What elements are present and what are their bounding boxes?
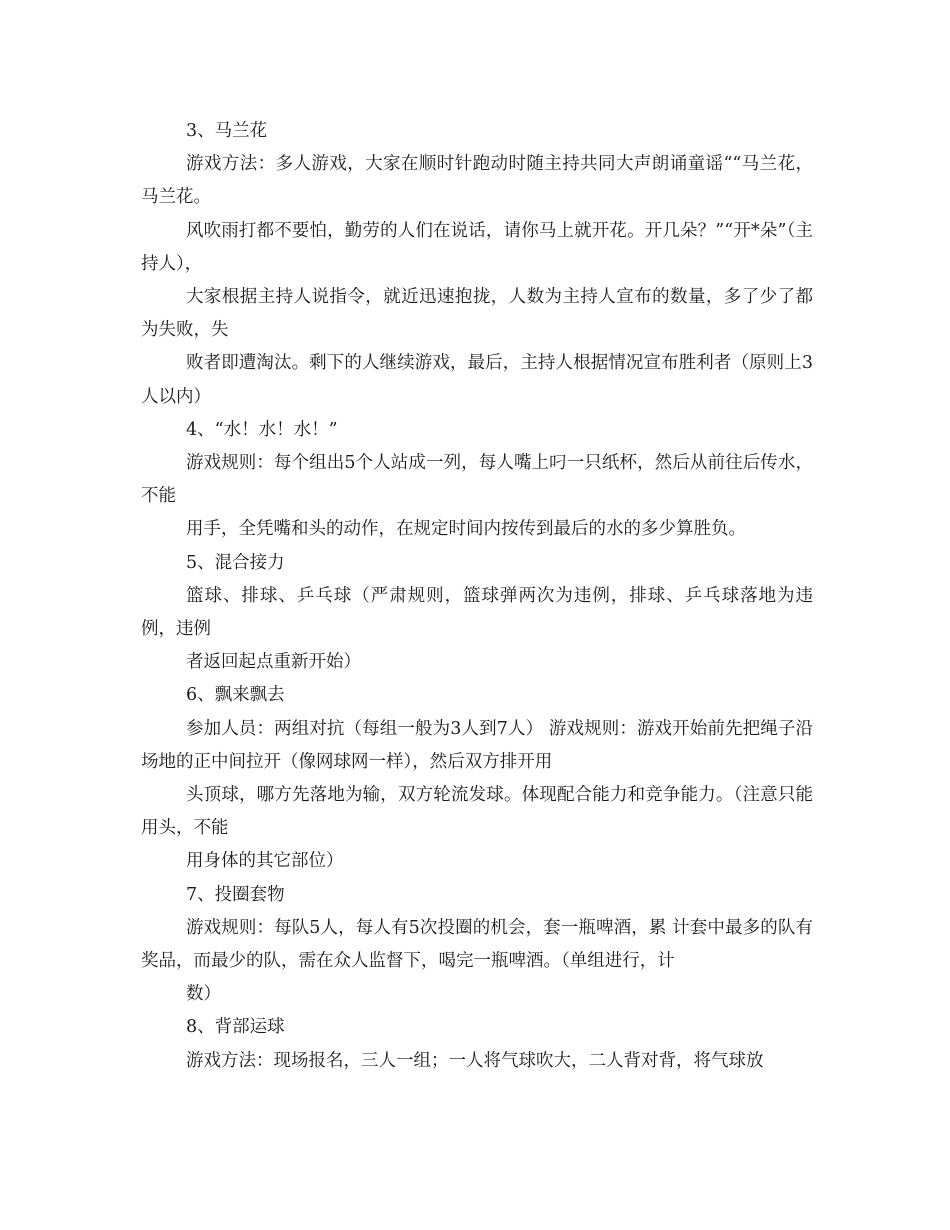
paragraph: 头顶球，哪方先落地为输，双方轮流发球。体现配合能力和竞争能力。（注意只能用头，不能 — [141, 785, 813, 839]
paragraph: 大家根据主持人说指令，就近迅速抱拢，人数为主持人宣布的数量，多了少了都为失败，失 — [141, 287, 813, 341]
paragraph: 用身体的其它部位） — [186, 851, 344, 872]
section-heading-5: 5、混合接力 — [186, 552, 285, 573]
paragraph: 篮球、排球、乒乓球（严肃规则，篮球弹两次为违例，排球、乒乓球落地为违例，违例 — [141, 585, 813, 640]
paragraph: 败者即遭淘汰。剩下的人继续游戏，最后，主持人根据情况宣布胜利者（原则上3人以内） — [141, 353, 813, 407]
section-heading-8: 8、背部运球 — [186, 1017, 285, 1038]
paragraph: 游戏方法：多人游戏，大家在顺时针跑动时随主持共同大声朗诵童谣““马兰花，马兰花。 — [141, 154, 813, 208]
section-heading-3: 3、马兰花 — [186, 121, 268, 141]
paragraph: 参加人员：两组对抗（每组一般为3人到7人） 游戏规则：游戏开始前先把绳子沿场地的正中间拉开（像网球网一样），然后双方排开用 — [141, 718, 813, 772]
paragraph: 游戏规则：每个组出5个人站成一列，每人嘴上叼一只纸杯，然后从前往后传水，不能 — [141, 453, 813, 507]
paragraph: 游戏方法：现场报名，三人一组；一人将气球吹大，二人背对背，将气球放 — [186, 1050, 764, 1071]
paragraph: 游戏规则：每队5人，每人有5次投圈的机会，套一瓶啤酒，累 计套中最多的队有奖品，而最少的队，需在众人监督下，喝完一瓶啤酒。（单组进行，计 — [141, 917, 813, 972]
section-heading-6: 6、飘来飘去 — [186, 685, 285, 706]
paragraph: 数） — [186, 984, 221, 1005]
section-heading-4: 4、“水！水！水！” — [186, 419, 338, 440]
paragraph: 用手，全凭嘴和头的动作，在规定时间内按传到最后的水的多少算胜负。 — [186, 519, 746, 540]
section-heading-7: 7、投圈套物 — [186, 884, 285, 905]
paragraph: 者返回起点重新开始） — [186, 652, 361, 673]
paragraph: 风吹雨打都不要怕，勤劳的人们在说话，请你马上就开花。开几朵？”“开*朵”（主持人）， — [141, 220, 813, 274]
document-body — [141, 115, 813, 1078]
